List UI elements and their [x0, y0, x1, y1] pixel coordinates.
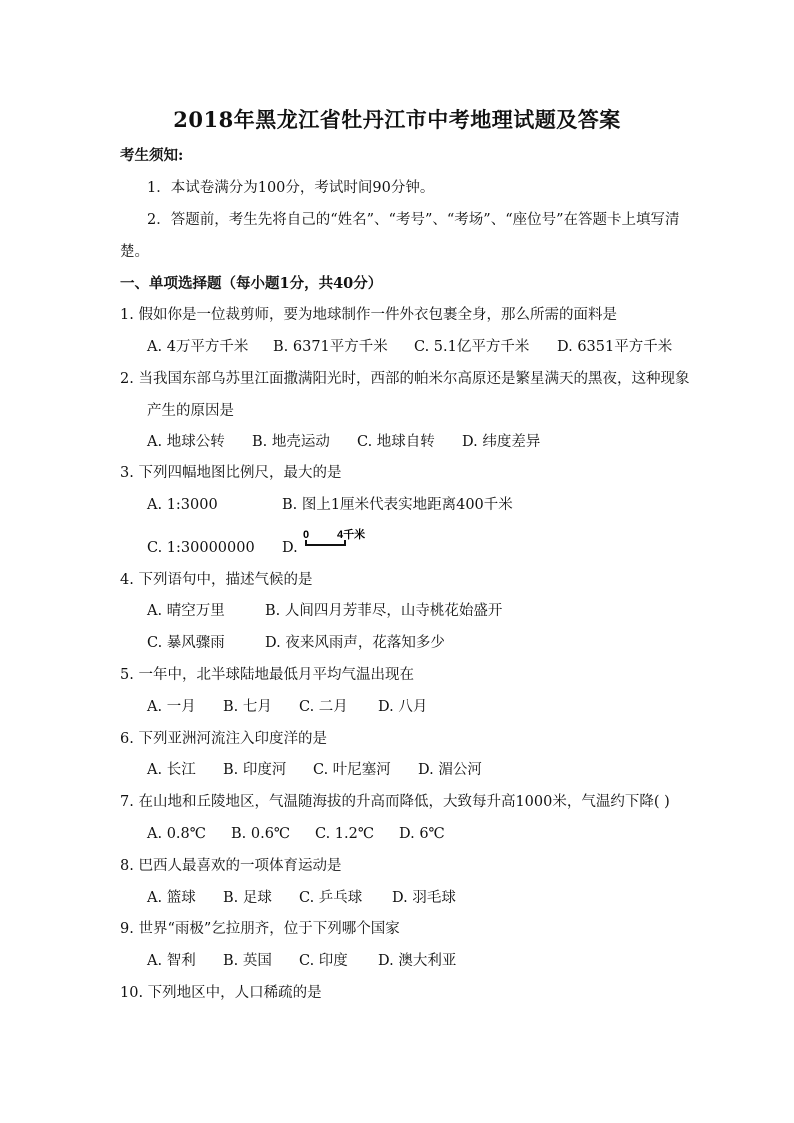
- option-d: D. 夜来风雨声，花落知多少: [265, 635, 445, 651]
- option-c: C. 1.2℃: [315, 826, 375, 842]
- option-b: B. 足球: [223, 890, 272, 906]
- option-a: A. 0.8℃: [147, 826, 206, 842]
- option-d: D.: [282, 540, 298, 556]
- notice-item-2-cont: 楚。: [120, 244, 149, 260]
- question-stem: 1. 假如你是一位裁剪师，要为地球制作一件外衣包裹全身，那么所需的面料是: [120, 307, 617, 323]
- option-b: B. 七月: [223, 699, 272, 715]
- option-d: D. 羽毛球: [392, 890, 456, 906]
- option-b: B. 英国: [223, 953, 272, 969]
- option-c: C. 二月: [299, 699, 348, 715]
- notice-heading: 考生须知:: [120, 147, 184, 164]
- option-c: C. 地球自转: [357, 434, 435, 450]
- scale-label-distance: 4千米: [337, 529, 366, 541]
- option-c: C. 暴风骤雨: [147, 635, 225, 651]
- notice-item-2: 2．答题前，考生先将自己的“姓名”、“考号”、“考场”、“座位号”在答题卡上填写清: [147, 212, 680, 228]
- option-a: A. 4万平方千米: [147, 339, 249, 355]
- option-c: C. 叶尼塞河: [313, 762, 391, 778]
- option-b: B. 地壳运动: [252, 434, 330, 450]
- question-stem-cont: 产生的原因是: [147, 403, 234, 419]
- option-b: B. 0.6℃: [231, 826, 291, 842]
- option-c: C. 印度: [299, 953, 348, 969]
- option-a: A. 篮球: [147, 890, 196, 906]
- option-a: A. 晴空万里: [147, 603, 225, 619]
- question-stem: 5. 一年中，北半球陆地最低月平均气温出现在: [120, 667, 414, 683]
- option-d: D. 湄公河: [418, 762, 482, 778]
- option-a: A. 智利: [147, 953, 196, 969]
- section-heading: 一、单项选择题（每小题1分，共40分）: [120, 275, 383, 292]
- option-d: D. 八月: [378, 699, 428, 715]
- question-stem: 4. 下列语句中，描述气候的是: [120, 572, 313, 588]
- option-a: A. 一月: [147, 699, 196, 715]
- scale-bar-figure: [303, 528, 373, 550]
- scale-label-zero: 0: [303, 529, 310, 541]
- page-title: 2018年黑龙江省牡丹江市中考地理试题及答案: [173, 107, 621, 132]
- question-stem: 9. 世界“雨极”乞拉朋齐，位于下列哪个国家: [120, 921, 400, 937]
- option-a: A. 1:3000: [147, 497, 218, 513]
- option-b: B. 6371平方千米: [273, 339, 388, 355]
- notice-item-1: 1．本试卷满分为100分，考试时间90分钟。: [147, 180, 435, 196]
- option-c: C. 5.1亿平方千米: [414, 339, 530, 355]
- question-stem: 2. 当我国东部乌苏里江面撒满阳光时，西部的帕米尔高原还是繁星满天的黑夜，这种现象: [120, 371, 690, 387]
- question-stem: 6. 下列亚洲河流注入印度洋的是: [120, 731, 327, 747]
- option-c: C. 1:30000000: [147, 540, 255, 556]
- option-d: D. 6℃: [399, 826, 445, 842]
- question-stem: 3. 下列四幅地图比例尺，最大的是: [120, 465, 342, 481]
- option-b: B. 印度河: [223, 762, 287, 778]
- question-stem: 7. 在山地和丘陵地区，气温随海拔的升高而降低，大致每升高1000米，气温约下降( ): [120, 794, 670, 810]
- option-b: B. 人间四月芳菲尽，山寺桃花始盛开: [265, 603, 503, 619]
- option-a: A. 地球公转: [147, 434, 225, 450]
- question-stem: 10. 下列地区中，人口稀疏的是: [120, 985, 322, 1001]
- option-c: C. 乒乓球: [299, 890, 363, 906]
- question-stem: 8. 巴西人最喜欢的一项体育运动是: [120, 858, 342, 874]
- option-a: A. 长江: [147, 762, 196, 778]
- option-d: D. 纬度差异: [462, 434, 541, 450]
- option-d: D. 6351平方千米: [557, 339, 673, 355]
- option-d: D. 澳大利亚: [378, 953, 457, 969]
- option-b: B. 图上1厘米代表实地距离400千米: [282, 497, 513, 513]
